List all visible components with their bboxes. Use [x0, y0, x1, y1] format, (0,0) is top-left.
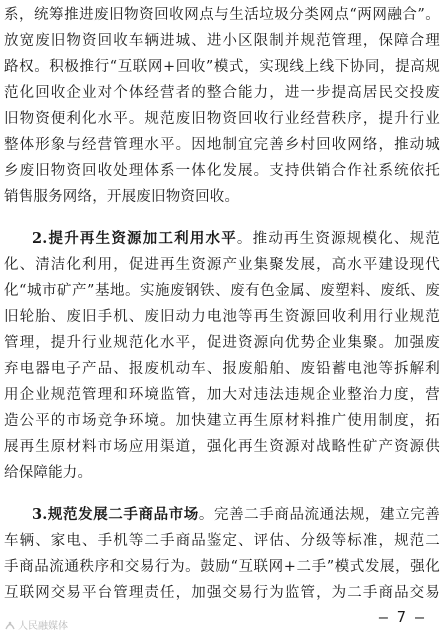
text-line: 用企业规范管理和环境监管，加大对违法违规企业整治力度，营	[4, 387, 440, 403]
text-line: 系，统筹推进废旧物资回收网点与生活垃圾分类网点“两网融合”。	[4, 7, 440, 23]
text-line: 展再生原材料市场应用渠道，强化再生资源对战略性矿产资源供	[4, 439, 440, 455]
paragraph-recycling-network	[4, 2, 440, 210]
text-line: 管理，提升行业规范化水平，促进资源向优势企业集聚。加强废	[4, 335, 440, 351]
watermark-logo-icon	[4, 619, 16, 631]
paragraph-first-line	[4, 502, 440, 528]
watermark	[4, 617, 68, 632]
text-line: 化、清洁化利用，促进再生资源产业集聚发展，高水平建设现代	[4, 257, 440, 273]
text-line: 范化回收企业对个体经营者的整合能力，进一步提高居民交投废	[4, 85, 440, 101]
text-line: 路权。积极推行“互联网+回收”模式，实现线上线下协同，提高规	[4, 59, 440, 75]
paragraph-second-hand-market	[4, 502, 440, 606]
paragraph-recycled-resources	[4, 226, 440, 486]
text-line: 整体形象与经营管理水平。因地制宜完善乡村回收网络，推动城	[4, 137, 440, 153]
text-line: 互联网交易平台管理责任，加强交易行为监管，为二手商品交易	[4, 585, 440, 601]
text-line: 销售服务网络，开展废旧物资回收。	[4, 189, 240, 205]
watermark-text: 人民融媒体	[18, 621, 68, 632]
text-line: 乡废旧物资回收处理体系一体化发展。支持供销合作社系统依托	[4, 163, 440, 179]
text-line: 旧轮胎、废旧手机、废旧动力电池等再生资源回收利用行业规范	[4, 309, 440, 325]
section-heading: 3.规范发展二手商品市场	[32, 506, 199, 523]
text-line: 化“城市矿产”基地。实施废钢铁、废有色金属、废塑料、废纸、废	[4, 283, 440, 299]
text-line: 手商品流通秩序和交易行为。鼓励“互联网+二手”模式发展，强化	[4, 559, 440, 575]
text-line: 造公平的市场竞争环境。加快建立再生原材料推广使用制度，拓	[4, 413, 440, 429]
text-line: 弃电器电子产品、报废机动车、报废船舶、废铅蓄电池等拆解利	[4, 361, 440, 377]
text-line: 放宽废旧物资回收车辆进城、进小区限制并规范管理，保障合理	[4, 33, 440, 49]
section-heading: 2.提升再生资源加工利用水平	[32, 230, 237, 247]
heading-continuation: 。完善二手商品流通法规，建立完善	[198, 507, 440, 523]
heading-continuation: 。推动再生资源规模化、规范	[236, 231, 440, 247]
text-line: 车辆、家电、手机等二手商品鉴定、评估、分级等标准，规范二	[4, 533, 440, 549]
text-line: 旧物资便利化水平。规范废旧物资回收行业经营秩序，提升行业	[4, 111, 440, 127]
text-line: 给保障能力。	[4, 465, 93, 481]
page-number: — 7 —	[378, 608, 424, 626]
paragraph-first-line	[4, 226, 440, 252]
